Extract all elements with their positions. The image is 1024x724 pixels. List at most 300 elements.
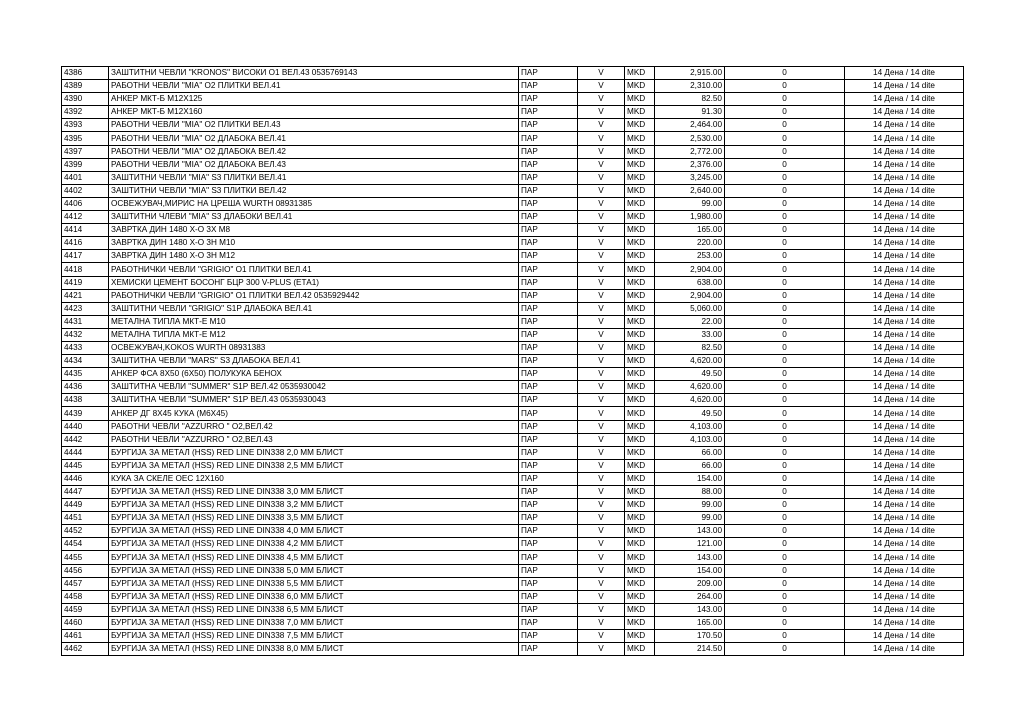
quantity-cell: 0 bbox=[725, 211, 845, 224]
quantity-cell: 0 bbox=[725, 80, 845, 93]
price-cell: 2,915.00 bbox=[655, 67, 725, 80]
delivery-time-cell: 14 Дена / 14 dite bbox=[845, 341, 964, 354]
quantity-cell: 0 bbox=[725, 237, 845, 250]
delivery-time-cell: 14 Дена / 14 dite bbox=[845, 616, 964, 629]
delivery-time-cell: 14 Дена / 14 dite bbox=[845, 643, 964, 656]
item-code-cell: 4416 bbox=[62, 237, 109, 250]
item-code-cell: 4457 bbox=[62, 577, 109, 590]
item-name-cell: БУРГИЈА ЗА МЕТАЛ (HSS) RED LINE DIN338 5,5 ММ БЛИСТ bbox=[109, 577, 519, 590]
currency-cell: MKD bbox=[625, 184, 655, 197]
item-code-cell: 4442 bbox=[62, 433, 109, 446]
vat-cell: V bbox=[578, 355, 625, 368]
unit-cell: ПАР bbox=[519, 80, 578, 93]
item-name-cell: БУРГИЈА ЗА МЕТАЛ (HSS) RED LINE DIN338 8,0 ММ БЛИСТ bbox=[109, 643, 519, 656]
price-cell: 253.00 bbox=[655, 250, 725, 263]
item-name-cell: ЗАВРТКА ДИН 1480 Х-О 3Н М12 bbox=[109, 250, 519, 263]
vat-cell: V bbox=[578, 459, 625, 472]
unit-cell: ПАР bbox=[519, 394, 578, 407]
quantity-cell: 0 bbox=[725, 250, 845, 263]
table-row bbox=[62, 368, 964, 381]
item-name-cell: ЗАШТИТНИ ЧЕВЛИ "GRIGIO" S1P ДЛАБОКА ВЕЛ.41 bbox=[109, 302, 519, 315]
currency-cell: MKD bbox=[625, 407, 655, 420]
quantity-cell: 0 bbox=[725, 433, 845, 446]
delivery-time-cell: 14 Дена / 14 dite bbox=[845, 263, 964, 276]
unit-cell: ПАР bbox=[519, 630, 578, 643]
unit-cell: ПАР bbox=[519, 289, 578, 302]
price-cell: 2,640.00 bbox=[655, 184, 725, 197]
item-code-cell: 4460 bbox=[62, 616, 109, 629]
item-name-cell: РАБОТНИ ЧЕВЛИ "MIA" О2 ПЛИТКИ ВЕЛ.41 bbox=[109, 80, 519, 93]
currency-cell: MKD bbox=[625, 302, 655, 315]
vat-cell: V bbox=[578, 158, 625, 171]
quantity-cell: 0 bbox=[725, 590, 845, 603]
unit-cell: ПАР bbox=[519, 93, 578, 106]
item-code-cell: 4392 bbox=[62, 106, 109, 119]
currency-cell: MKD bbox=[625, 512, 655, 525]
vat-cell: V bbox=[578, 630, 625, 643]
quantity-cell: 0 bbox=[725, 472, 845, 485]
item-name-cell: РАБОТНИ ЧЕВЛИ "MIA" О2 ПЛИТКИ ВЕЛ.43 bbox=[109, 119, 519, 132]
currency-cell: MKD bbox=[625, 538, 655, 551]
item-name-cell: РАБОТНИ ЧЕВЛИ "AZZURRO " О2,ВЕЛ.42 bbox=[109, 420, 519, 433]
unit-cell: ПАР bbox=[519, 197, 578, 210]
quantity-cell: 0 bbox=[725, 446, 845, 459]
table-row bbox=[62, 499, 964, 512]
item-code-cell: 4419 bbox=[62, 276, 109, 289]
quantity-cell: 0 bbox=[725, 315, 845, 328]
quantity-cell: 0 bbox=[725, 512, 845, 525]
item-code-cell: 4439 bbox=[62, 407, 109, 420]
quantity-cell: 0 bbox=[725, 486, 845, 499]
unit-cell: ПАР bbox=[519, 132, 578, 145]
price-cell: 91.30 bbox=[655, 106, 725, 119]
table-row bbox=[62, 394, 964, 407]
item-name-cell: РАБОТНИЧКИ ЧЕВЛИ "GRIGIO" О1 ПЛИТКИ ВЕЛ.42 0535929442 bbox=[109, 289, 519, 302]
quantity-cell: 0 bbox=[725, 616, 845, 629]
unit-cell: ПАР bbox=[519, 145, 578, 158]
item-name-cell: АНКЕР МКТ-Б М12Х125 bbox=[109, 93, 519, 106]
vat-cell: V bbox=[578, 211, 625, 224]
quantity-cell: 0 bbox=[725, 643, 845, 656]
quantity-cell: 0 bbox=[725, 132, 845, 145]
delivery-time-cell: 14 Дена / 14 dite bbox=[845, 512, 964, 525]
table-row bbox=[62, 237, 964, 250]
item-code-cell: 4393 bbox=[62, 119, 109, 132]
table-row bbox=[62, 355, 964, 368]
table-row bbox=[62, 407, 964, 420]
vat-cell: V bbox=[578, 486, 625, 499]
item-name-cell: БУРГИЈА ЗА МЕТАЛ (HSS) RED LINE DIN338 6,0 ММ БЛИСТ bbox=[109, 590, 519, 603]
unit-cell: ПАР bbox=[519, 512, 578, 525]
quantity-cell: 0 bbox=[725, 158, 845, 171]
quantity-cell: 0 bbox=[725, 106, 845, 119]
price-cell: 638.00 bbox=[655, 276, 725, 289]
item-name-cell: БУРГИЈА ЗА МЕТАЛ (HSS) RED LINE DIN338 4,5 ММ БЛИСТ bbox=[109, 551, 519, 564]
item-code-cell: 4395 bbox=[62, 132, 109, 145]
currency-cell: MKD bbox=[625, 643, 655, 656]
unit-cell: ПАР bbox=[519, 577, 578, 590]
delivery-time-cell: 14 Дена / 14 dite bbox=[845, 67, 964, 80]
price-cell: 3,245.00 bbox=[655, 171, 725, 184]
table-row bbox=[62, 302, 964, 315]
price-cell: 4,103.00 bbox=[655, 433, 725, 446]
item-code-cell: 4423 bbox=[62, 302, 109, 315]
currency-cell: MKD bbox=[625, 171, 655, 184]
vat-cell: V bbox=[578, 237, 625, 250]
currency-cell: MKD bbox=[625, 394, 655, 407]
vat-cell: V bbox=[578, 276, 625, 289]
currency-cell: MKD bbox=[625, 355, 655, 368]
currency-cell: MKD bbox=[625, 459, 655, 472]
vat-cell: V bbox=[578, 643, 625, 656]
table-row bbox=[62, 420, 964, 433]
vat-cell: V bbox=[578, 499, 625, 512]
price-cell: 2,904.00 bbox=[655, 263, 725, 276]
vat-cell: V bbox=[578, 525, 625, 538]
table-row bbox=[62, 433, 964, 446]
table-row bbox=[62, 643, 964, 656]
item-code-cell: 4397 bbox=[62, 145, 109, 158]
delivery-time-cell: 14 Дена / 14 dite bbox=[845, 368, 964, 381]
item-code-cell: 4456 bbox=[62, 564, 109, 577]
item-name-cell: БУРГИЈА ЗА МЕТАЛ (HSS) RED LINE DIN338 4,0 ММ БЛИСТ bbox=[109, 525, 519, 538]
item-code-cell: 4421 bbox=[62, 289, 109, 302]
table-row bbox=[62, 525, 964, 538]
unit-cell: ПАР bbox=[519, 551, 578, 564]
delivery-time-cell: 14 Дена / 14 dite bbox=[845, 80, 964, 93]
item-code-cell: 4433 bbox=[62, 341, 109, 354]
vat-cell: V bbox=[578, 341, 625, 354]
currency-cell: MKD bbox=[625, 119, 655, 132]
item-name-cell: БУРГИЈА ЗА МЕТАЛ (HSS) RED LINE DIN338 3,5 ММ БЛИСТ bbox=[109, 512, 519, 525]
table-row bbox=[62, 67, 964, 80]
delivery-time-cell: 14 Дена / 14 dite bbox=[845, 603, 964, 616]
vat-cell: V bbox=[578, 590, 625, 603]
price-cell: 82.50 bbox=[655, 341, 725, 354]
unit-cell: ПАР bbox=[519, 302, 578, 315]
item-code-cell: 4462 bbox=[62, 643, 109, 656]
vat-cell: V bbox=[578, 289, 625, 302]
price-cell: 4,620.00 bbox=[655, 355, 725, 368]
unit-cell: ПАР bbox=[519, 616, 578, 629]
price-cell: 2,904.00 bbox=[655, 289, 725, 302]
price-cell: 66.00 bbox=[655, 459, 725, 472]
unit-cell: ПАР bbox=[519, 368, 578, 381]
unit-cell: ПАР bbox=[519, 643, 578, 656]
item-name-cell: РАБОТНИЧКИ ЧЕВЛИ "GRIGIO" О1 ПЛИТКИ ВЕЛ.41 bbox=[109, 263, 519, 276]
vat-cell: V bbox=[578, 145, 625, 158]
item-name-cell: АНКЕР ДГ 8Х45 КУКА (М6Х45) bbox=[109, 407, 519, 420]
item-name-cell: КУКА ЗА СКЕЛЕ ОЕС 12Х160 bbox=[109, 472, 519, 485]
price-cell: 66.00 bbox=[655, 446, 725, 459]
quantity-cell: 0 bbox=[725, 394, 845, 407]
price-cell: 214.50 bbox=[655, 643, 725, 656]
currency-cell: MKD bbox=[625, 525, 655, 538]
delivery-time-cell: 14 Дена / 14 dite bbox=[845, 538, 964, 551]
delivery-time-cell: 14 Дена / 14 dite bbox=[845, 551, 964, 564]
unit-cell: ПАР bbox=[519, 158, 578, 171]
currency-cell: MKD bbox=[625, 67, 655, 80]
quantity-cell: 0 bbox=[725, 184, 845, 197]
delivery-time-cell: 14 Дена / 14 dite bbox=[845, 184, 964, 197]
item-code-cell: 4445 bbox=[62, 459, 109, 472]
unit-cell: ПАР bbox=[519, 433, 578, 446]
table-row bbox=[62, 211, 964, 224]
quantity-cell: 0 bbox=[725, 289, 845, 302]
price-cell: 2,772.00 bbox=[655, 145, 725, 158]
vat-cell: V bbox=[578, 171, 625, 184]
delivery-time-cell: 14 Дена / 14 dite bbox=[845, 394, 964, 407]
price-list-table bbox=[61, 66, 964, 656]
vat-cell: V bbox=[578, 80, 625, 93]
currency-cell: MKD bbox=[625, 224, 655, 237]
vat-cell: V bbox=[578, 106, 625, 119]
unit-cell: ПАР bbox=[519, 472, 578, 485]
table-row bbox=[62, 486, 964, 499]
table-row bbox=[62, 590, 964, 603]
vat-cell: V bbox=[578, 551, 625, 564]
unit-cell: ПАР bbox=[519, 276, 578, 289]
item-code-cell: 4412 bbox=[62, 211, 109, 224]
price-cell: 99.00 bbox=[655, 512, 725, 525]
item-code-cell: 4390 bbox=[62, 93, 109, 106]
item-code-cell: 4417 bbox=[62, 250, 109, 263]
price-cell: 99.00 bbox=[655, 197, 725, 210]
unit-cell: ПАР bbox=[519, 355, 578, 368]
price-cell: 5,060.00 bbox=[655, 302, 725, 315]
unit-cell: ПАР bbox=[519, 315, 578, 328]
item-code-cell: 4406 bbox=[62, 197, 109, 210]
price-cell: 264.00 bbox=[655, 590, 725, 603]
item-name-cell: ЗАШТИТНИ ЧЕВЛИ "MIA" S3 ПЛИТКИ ВЕЛ.42 bbox=[109, 184, 519, 197]
unit-cell: ПАР bbox=[519, 106, 578, 119]
unit-cell: ПАР bbox=[519, 538, 578, 551]
delivery-time-cell: 14 Дена / 14 dite bbox=[845, 446, 964, 459]
item-code-cell: 4454 bbox=[62, 538, 109, 551]
item-name-cell: БУРГИЈА ЗА МЕТАЛ (HSS) RED LINE DIN338 2,0 ММ БЛИСТ bbox=[109, 446, 519, 459]
delivery-time-cell: 14 Дена / 14 dite bbox=[845, 459, 964, 472]
table-body bbox=[62, 67, 964, 656]
currency-cell: MKD bbox=[625, 472, 655, 485]
item-code-cell: 4402 bbox=[62, 184, 109, 197]
currency-cell: MKD bbox=[625, 420, 655, 433]
price-cell: 49.50 bbox=[655, 368, 725, 381]
quantity-cell: 0 bbox=[725, 407, 845, 420]
item-code-cell: 4455 bbox=[62, 551, 109, 564]
item-name-cell: ЗАШТИТНИ ЧЕВЛИ "KRONOS" ВИСОКИ О1 ВЕЛ.43 0535769143 bbox=[109, 67, 519, 80]
price-cell: 2,464.00 bbox=[655, 119, 725, 132]
item-name-cell: РАБОТНИ ЧЕВЛИ "AZZURRO " О2,ВЕЛ.43 bbox=[109, 433, 519, 446]
vat-cell: V bbox=[578, 368, 625, 381]
unit-cell: ПАР bbox=[519, 446, 578, 459]
unit-cell: ПАР bbox=[519, 237, 578, 250]
unit-cell: ПАР bbox=[519, 381, 578, 394]
unit-cell: ПАР bbox=[519, 328, 578, 341]
unit-cell: ПАР bbox=[519, 184, 578, 197]
unit-cell: ПАР bbox=[519, 459, 578, 472]
delivery-time-cell: 14 Дена / 14 dite bbox=[845, 119, 964, 132]
item-code-cell: 4461 bbox=[62, 630, 109, 643]
item-name-cell: ЗАШТИТНА ЧЕВЛИ "SUMMER" S1P ВЕЛ.42 0535930042 bbox=[109, 381, 519, 394]
price-cell: 143.00 bbox=[655, 551, 725, 564]
vat-cell: V bbox=[578, 302, 625, 315]
unit-cell: ПАР bbox=[519, 564, 578, 577]
delivery-time-cell: 14 Дена / 14 dite bbox=[845, 381, 964, 394]
table-row bbox=[62, 158, 964, 171]
vat-cell: V bbox=[578, 433, 625, 446]
item-code-cell: 4418 bbox=[62, 263, 109, 276]
quantity-cell: 0 bbox=[725, 263, 845, 276]
item-code-cell: 4438 bbox=[62, 394, 109, 407]
vat-cell: V bbox=[578, 119, 625, 132]
item-name-cell: ЗАВРТКА ДИН 1480 Х-О 3Н М10 bbox=[109, 237, 519, 250]
price-cell: 143.00 bbox=[655, 525, 725, 538]
table-row bbox=[62, 564, 964, 577]
table-row bbox=[62, 132, 964, 145]
delivery-time-cell: 14 Дена / 14 dite bbox=[845, 407, 964, 420]
item-name-cell: ОСВЕЖУВАЧ,KOKOS WURTH 08931383 bbox=[109, 341, 519, 354]
currency-cell: MKD bbox=[625, 145, 655, 158]
item-code-cell: 4452 bbox=[62, 525, 109, 538]
unit-cell: ПАР bbox=[519, 250, 578, 263]
price-cell: 4,103.00 bbox=[655, 420, 725, 433]
item-name-cell: БУРГИЈА ЗА МЕТАЛ (HSS) RED LINE DIN338 7,5 ММ БЛИСТ bbox=[109, 630, 519, 643]
table-row bbox=[62, 616, 964, 629]
price-cell: 88.00 bbox=[655, 486, 725, 499]
quantity-cell: 0 bbox=[725, 224, 845, 237]
item-name-cell: ЗАШТИТНА ЧЕВЛИ "SUMMER" S1P ВЕЛ.43 0535930043 bbox=[109, 394, 519, 407]
delivery-time-cell: 14 Дена / 14 dite bbox=[845, 224, 964, 237]
quantity-cell: 0 bbox=[725, 564, 845, 577]
item-code-cell: 4444 bbox=[62, 446, 109, 459]
delivery-time-cell: 14 Дена / 14 dite bbox=[845, 472, 964, 485]
table-row bbox=[62, 224, 964, 237]
item-code-cell: 4434 bbox=[62, 355, 109, 368]
vat-cell: V bbox=[578, 381, 625, 394]
currency-cell: MKD bbox=[625, 446, 655, 459]
vat-cell: V bbox=[578, 224, 625, 237]
vat-cell: V bbox=[578, 93, 625, 106]
vat-cell: V bbox=[578, 538, 625, 551]
currency-cell: MKD bbox=[625, 616, 655, 629]
item-code-cell: 4386 bbox=[62, 67, 109, 80]
quantity-cell: 0 bbox=[725, 381, 845, 394]
delivery-time-cell: 14 Дена / 14 dite bbox=[845, 158, 964, 171]
currency-cell: MKD bbox=[625, 132, 655, 145]
vat-cell: V bbox=[578, 420, 625, 433]
item-code-cell: 4432 bbox=[62, 328, 109, 341]
delivery-time-cell: 14 Дена / 14 dite bbox=[845, 302, 964, 315]
item-name-cell: РАБОТНИ ЧЕВЛИ "MIA" О2 ДЛАБОКА ВЕЛ.41 bbox=[109, 132, 519, 145]
unit-cell: ПАР bbox=[519, 499, 578, 512]
delivery-time-cell: 14 Дена / 14 dite bbox=[845, 525, 964, 538]
table-row bbox=[62, 145, 964, 158]
delivery-time-cell: 14 Дена / 14 dite bbox=[845, 145, 964, 158]
item-code-cell: 4458 bbox=[62, 590, 109, 603]
unit-cell: ПАР bbox=[519, 211, 578, 224]
delivery-time-cell: 14 Дена / 14 dite bbox=[845, 315, 964, 328]
price-cell: 209.00 bbox=[655, 577, 725, 590]
delivery-time-cell: 14 Дена / 14 dite bbox=[845, 630, 964, 643]
quantity-cell: 0 bbox=[725, 145, 845, 158]
currency-cell: MKD bbox=[625, 577, 655, 590]
currency-cell: MKD bbox=[625, 276, 655, 289]
item-code-cell: 4440 bbox=[62, 420, 109, 433]
delivery-time-cell: 14 Дена / 14 dite bbox=[845, 499, 964, 512]
vat-cell: V bbox=[578, 67, 625, 80]
currency-cell: MKD bbox=[625, 80, 655, 93]
currency-cell: MKD bbox=[625, 237, 655, 250]
currency-cell: MKD bbox=[625, 564, 655, 577]
currency-cell: MKD bbox=[625, 158, 655, 171]
item-name-cell: ХЕМИСКИ ЦЕМЕНТ БОСОНГ БЦР 300 V-PLUS (ЕТА1) bbox=[109, 276, 519, 289]
currency-cell: MKD bbox=[625, 106, 655, 119]
currency-cell: MKD bbox=[625, 263, 655, 276]
unit-cell: ПАР bbox=[519, 420, 578, 433]
delivery-time-cell: 14 Дена / 14 dite bbox=[845, 211, 964, 224]
item-name-cell: РАБОТНИ ЧЕВЛИ "MIA" О2 ДЛАБОКА ВЕЛ.43 bbox=[109, 158, 519, 171]
delivery-time-cell: 14 Дена / 14 dite bbox=[845, 577, 964, 590]
price-cell: 220.00 bbox=[655, 237, 725, 250]
price-cell: 170.50 bbox=[655, 630, 725, 643]
vat-cell: V bbox=[578, 197, 625, 210]
delivery-time-cell: 14 Дена / 14 dite bbox=[845, 289, 964, 302]
item-name-cell: ЗАШТИТНА ЧЕВЛИ "MARS" S3 ДЛАБОКА ВЕЛ.41 bbox=[109, 355, 519, 368]
quantity-cell: 0 bbox=[725, 341, 845, 354]
table-row bbox=[62, 93, 964, 106]
unit-cell: ПАР bbox=[519, 341, 578, 354]
quantity-cell: 0 bbox=[725, 368, 845, 381]
item-code-cell: 4389 bbox=[62, 80, 109, 93]
price-cell: 165.00 bbox=[655, 224, 725, 237]
table-row bbox=[62, 603, 964, 616]
vat-cell: V bbox=[578, 603, 625, 616]
table-row bbox=[62, 289, 964, 302]
table-row bbox=[62, 80, 964, 93]
table-row bbox=[62, 630, 964, 643]
item-code-cell: 4451 bbox=[62, 512, 109, 525]
table-row bbox=[62, 171, 964, 184]
delivery-time-cell: 14 Дена / 14 dite bbox=[845, 106, 964, 119]
vat-cell: V bbox=[578, 184, 625, 197]
price-cell: 82.50 bbox=[655, 93, 725, 106]
delivery-time-cell: 14 Дена / 14 dite bbox=[845, 486, 964, 499]
unit-cell: ПАР bbox=[519, 407, 578, 420]
quantity-cell: 0 bbox=[725, 459, 845, 472]
currency-cell: MKD bbox=[625, 486, 655, 499]
unit-cell: ПАР bbox=[519, 590, 578, 603]
table-row bbox=[62, 250, 964, 263]
delivery-time-cell: 14 Дена / 14 dite bbox=[845, 328, 964, 341]
table-row bbox=[62, 512, 964, 525]
item-name-cell: МЕТАЛНА ТИПЛА МКТ-Е М10 bbox=[109, 315, 519, 328]
unit-cell: ПАР bbox=[519, 67, 578, 80]
item-name-cell: БУРГИЈА ЗА МЕТАЛ (HSS) RED LINE DIN338 2,5 ММ БЛИСТ bbox=[109, 459, 519, 472]
table-row bbox=[62, 551, 964, 564]
item-name-cell: МЕТАЛНА ТИПЛА МКТ-Е М12 bbox=[109, 328, 519, 341]
item-code-cell: 4459 bbox=[62, 603, 109, 616]
vat-cell: V bbox=[578, 132, 625, 145]
currency-cell: MKD bbox=[625, 289, 655, 302]
table-row bbox=[62, 106, 964, 119]
table-row bbox=[62, 197, 964, 210]
price-cell: 99.00 bbox=[655, 499, 725, 512]
item-name-cell: ОСВЕЖУВАЧ,МИРИС НА ЦРЕША WURTH 08931385 bbox=[109, 197, 519, 210]
price-cell: 33.00 bbox=[655, 328, 725, 341]
quantity-cell: 0 bbox=[725, 603, 845, 616]
currency-cell: MKD bbox=[625, 630, 655, 643]
delivery-time-cell: 14 Дена / 14 dite bbox=[845, 590, 964, 603]
